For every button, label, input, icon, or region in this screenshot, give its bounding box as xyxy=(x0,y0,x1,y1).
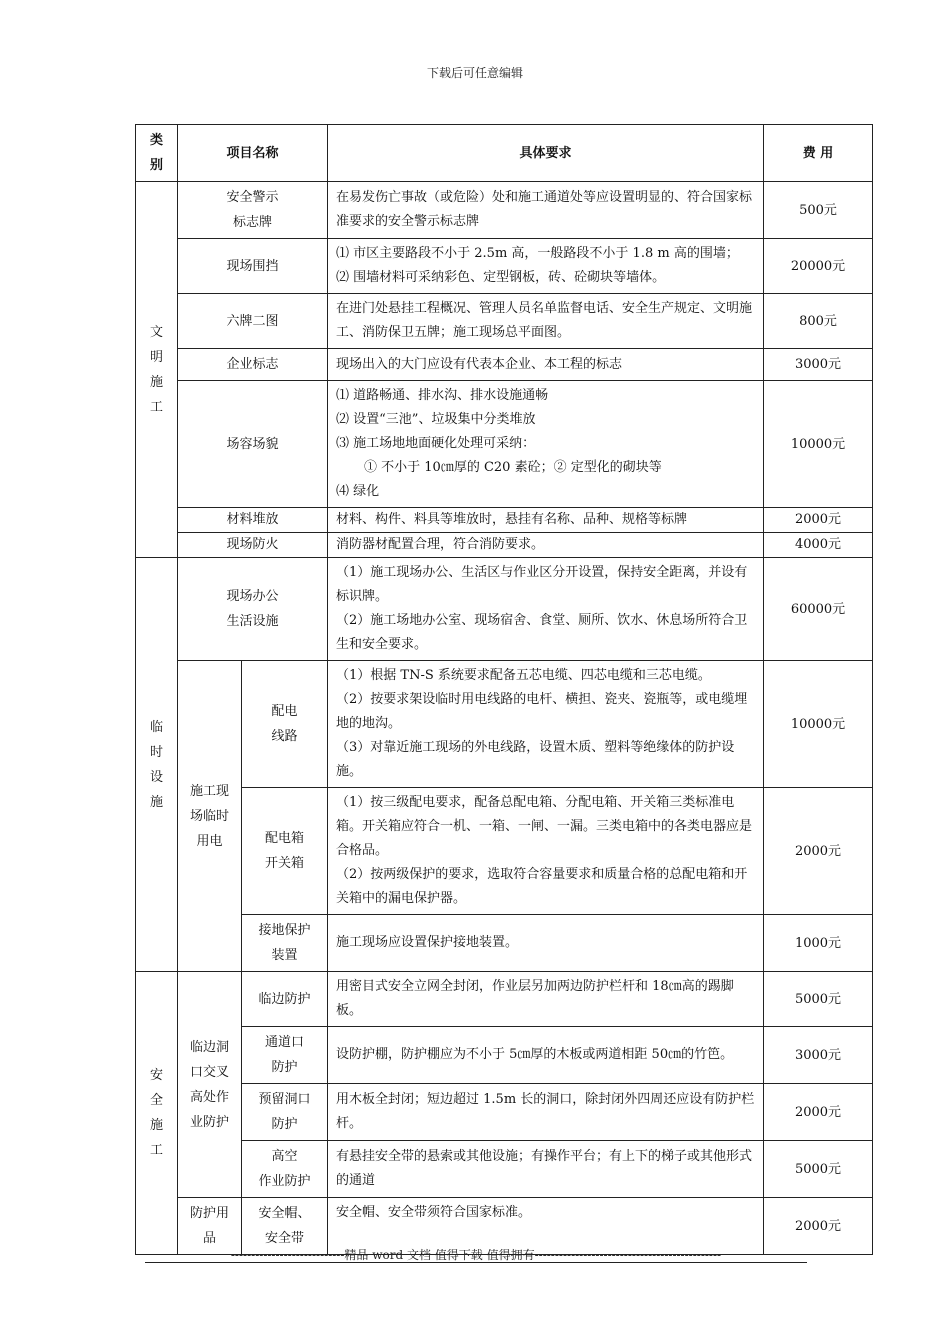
category-wenming: 文 明 施 工 xyxy=(136,182,178,558)
item-cell: 配电 线路 xyxy=(242,661,328,788)
item-cell: 企业标志 xyxy=(178,349,328,381)
item-cell: 安全警示 标志牌 xyxy=(178,182,328,239)
cost-table xyxy=(135,124,873,1255)
item-cell: 现场办公 生活设施 xyxy=(178,558,328,661)
category-anquan: 安 全 施 工 xyxy=(136,972,178,1255)
fee-cell: 3000元 xyxy=(764,1027,873,1084)
fee-cell: 800元 xyxy=(764,294,873,349)
requirement-cell: 安全帽、安全带须符合国家标准。 xyxy=(328,1198,764,1255)
subcategory-dian: 施工现 场临时 用电 xyxy=(178,661,242,972)
item-cell: 安全帽、 安全带 xyxy=(242,1198,328,1255)
page-header: 下载后可任意编辑 xyxy=(426,66,523,80)
fee-cell: 1000元 xyxy=(764,915,873,972)
item-cell: 六牌二图 xyxy=(178,294,328,349)
table-row xyxy=(136,381,873,508)
requirement-cell: ⑴ 市区主要路段不小于 2.5m 高，一般路段不小于 1.8 m 高的围墙； ⑵ 围墙材料可采纳彩色、定型钢板，砖、砼砌块等墙体。 xyxy=(328,239,764,294)
requirement-cell: （1）施工现场办公、生活区与作业区分开设置，保持安全距离，并设有标识牌。 （2）施工场地办公室、现场宿舍、食堂、厕所、饮水、休息场所符合卫生和安全要求。 xyxy=(328,558,764,661)
table-row xyxy=(136,661,873,788)
requirement-cell: 用木板全封闭；短边超过 1.5m 长的洞口，除封闭外四周还应设有防护栏杆。 xyxy=(328,1084,764,1141)
fee-cell: 4000元 xyxy=(764,533,873,558)
item-cell: 预留洞口 防护 xyxy=(242,1084,328,1141)
fee-cell: 3000元 xyxy=(764,349,873,381)
table-row xyxy=(136,1084,873,1141)
category-linshi: 临 时 设 施 xyxy=(136,558,178,972)
item-cell: 现场围挡 xyxy=(178,239,328,294)
fee-cell: 10000元 xyxy=(764,381,873,508)
fee-cell: 20000元 xyxy=(764,239,873,294)
header-fee: 费 用 xyxy=(764,125,873,182)
footer-divider xyxy=(145,1262,807,1263)
fee-cell: 2000元 xyxy=(764,1198,873,1255)
table-row xyxy=(136,1141,873,1198)
item-cell: 高空 作业防护 xyxy=(242,1141,328,1198)
requirement-cell: 消防器材配置合理，符合消防要求。 xyxy=(328,533,764,558)
page-footer: ----------------------------精品 word 文档 值得下载 值得拥有---------------------------------------------- xyxy=(230,1248,722,1262)
requirement-cell: （1）按三级配电要求，配备总配电箱、分配电箱、开关箱三类标准电箱。开关箱应符合一机、一箱、一闸、一漏。三类电箱中的各类电器应是合格品。 （2）按两级保护的要求，选取符合容量要求和质量合格的总配电箱和开关箱中的漏电保护器。 xyxy=(328,788,764,915)
item-cell: 材料堆放 xyxy=(178,508,328,533)
fee-cell: 2000元 xyxy=(764,788,873,915)
requirement-cell: 施工现场应设置保护接地装置。 xyxy=(328,915,764,972)
header-item: 项目名称 xyxy=(178,125,328,182)
table-row xyxy=(136,508,873,533)
item-cell: 配电箱 开关箱 xyxy=(242,788,328,915)
requirement-cell: 有悬挂安全带的悬索或其他设施；有操作平台；有上下的梯子或其他形式的通道 xyxy=(328,1141,764,1198)
requirement-cell: 用密目式安全立网全封闭，作业层另加两边防护栏杆和 18㎝高的踢脚板。 xyxy=(328,972,764,1027)
fee-cell: 10000元 xyxy=(764,661,873,788)
table-row xyxy=(136,788,873,915)
fee-cell: 60000元 xyxy=(764,558,873,661)
header-requirement: 具体要求 xyxy=(328,125,764,182)
table-row xyxy=(136,915,873,972)
table-header-row xyxy=(136,125,873,182)
requirement-cell: 材料、构件、料具等堆放时，悬挂有名称、品种、规格等标牌 xyxy=(328,508,764,533)
table-row xyxy=(136,294,873,349)
requirement-cell: 在进门处悬挂工程概况、管理人员名单监督电话、安全生产规定、文明施工、消防保卫五牌；施工现场总平面图。 xyxy=(328,294,764,349)
item-cell: 接地保护 装置 xyxy=(242,915,328,972)
requirement-cell: （1）根据 TN-S 系统要求配备五芯电缆、四芯电缆和三芯电缆。 （2）按要求架设临时用电线路的电杆、横担、瓷夹、瓷瓶等，或电缆埋地的地沟。 （3）对靠近施工现场的外电线路，设置木质、塑料等绝缘体的防护设施。 xyxy=(328,661,764,788)
fee-cell: 5000元 xyxy=(764,1141,873,1198)
item-cell: 场容场貌 xyxy=(178,381,328,508)
fee-cell: 2000元 xyxy=(764,1084,873,1141)
fee-cell: 5000元 xyxy=(764,972,873,1027)
table-row xyxy=(136,558,873,661)
fee-cell: 2000元 xyxy=(764,508,873,533)
item-cell: 临边防护 xyxy=(242,972,328,1027)
table-row xyxy=(136,239,873,294)
table-row xyxy=(136,1027,873,1084)
requirement-cell: ⑴ 道路畅通、排水沟、排水设施通畅 ⑵ 设置“三池”、垃圾集中分类堆放 ⑶ 施工场地地面硬化处理可采纳： ① 不小于 10㎝厚的 C20 素砼；② 定型化的砌块等 ⑷ 绿化 xyxy=(328,381,764,508)
fee-cell: 500元 xyxy=(764,182,873,239)
requirement-cell: 在易发伤亡事故（或危险）处和施工通道处等应设置明显的、符合国家标准要求的安全警示标志牌 xyxy=(328,182,764,239)
table-row xyxy=(136,533,873,558)
requirement-cell: 设防护棚，防护棚应为不小于 5㎝厚的木板或两道相距 50㎝的竹笆。 xyxy=(328,1027,764,1084)
requirement-cell: 现场出入的大门应设有代表本企业、本工程的标志 xyxy=(328,349,764,381)
subcategory-linbian: 临边洞 口交叉 高处作 业防护 xyxy=(178,972,242,1198)
item-cell: 通道口 防护 xyxy=(242,1027,328,1084)
table-row xyxy=(136,182,873,239)
item-cell: 现场防火 xyxy=(178,533,328,558)
header-category: 类 别 xyxy=(136,125,178,182)
table-row xyxy=(136,972,873,1027)
table-row xyxy=(136,349,873,381)
subcategory-fanghu: 防护用 品 xyxy=(178,1198,242,1255)
